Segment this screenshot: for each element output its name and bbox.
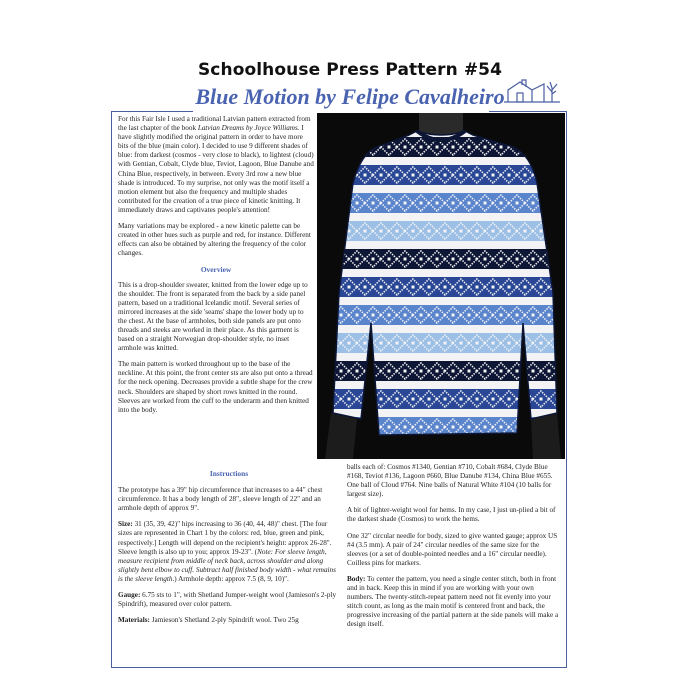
intro-paragraph-2: Many variations may be explored - a new kinetic palette can be created in other hues such as purple and red, for instance. Different effects can also be obtained by altering the frequency of the color changes.: [118, 222, 311, 258]
materials-paragraph: Materials: Jamieson's Shetland 2-ply Spindrift wool. Two 25g: [118, 616, 299, 625]
pattern-title: Schoolhouse Press Pattern #54: [197, 60, 503, 80]
yarn-list-paragraph: balls each of: Cosmos #1340, Gentian #710, Cobalt #684, Clyde Blue #168, Teviot #136, Lagoon #660, Blue Danube #134, China Blue #655. One ball of Cloud #764. Nine balls of Natural White #104 (10 balls for largest size).: [347, 463, 553, 499]
overview-heading: Overview: [200, 265, 232, 275]
overview-paragraph-1: This is a drop-shoulder sweater, knitted from the lower edge up to the shoulder. The front is separated from the back by a side panel pattern, based on a traditional Icelandic motif. Several series of mirrored increases at the side 'seams' shape the lower body up to the chest. At the base of armholes, both side panels are put onto threads and steeks are worked in their place. As this garment is based on a straight Norwegian drop-shoulder style, no inset armhole was knitted.: [118, 280, 308, 353]
pattern-subtitle: Blue Motion by Felipe Cavalheiro: [195, 84, 505, 109]
hem-wool-paragraph: A bit of lighter-weight wool for hems. In my case, I just un-plied a bit of the darkest shade (Cosmos) to work the hems.: [347, 506, 556, 524]
intro-paragraph-1: For this Fair Isle I used a traditional Latvian pattern extracted from the last chapter of the book Latvian Dreams by Joyce Williams. I have slightly modified the original pattern in order to have more bits of the blue (main color). I decided to use 9 different shades of blue: from darkest (cosmos - very close to black), to lightest (cloud) with Gentian, Cobalt, Clyde blue, Teviot, Lagoon, Blue Danube and China Blue, respectively, in between. Every 3rd row a new blue shade is introduced. To my surprise, not only was the motif itself a motion element but also the frequency and multiple shades contributed for the creation of a true piece of kinetic knitting. It immediately draws and captivates people's attention!: [118, 115, 314, 214]
instructions-column: [118, 469, 340, 632]
mannequin-arm-left-icon: [325, 413, 357, 459]
instructions-paragraph-1: The prototype has a 39" hip circumference that increases to a 44" chest circumference. It has a body length of 28", sleeve length of 22" and an armhole depth of approx 9".: [118, 486, 323, 513]
size-paragraph: Size: 31 (35, 39, 42)" hips increasing to 36 (40, 44, 48)" chest. [The four sizes are represented in Chart 1 by the colors: red, blue, green and pink, respectively.] Length will depend on the recipient's height: approx 26-28". Sleeve length is also up to you; approx 19-23". (Note: For sleeve length, measure recipient from middle of neck back, across shoulder and along slightly bent elbow to cuff. Subtract half finished body width - what remains is the sleeve length.) Armhole depth: approx 7.5 (8, 9, 10)".: [118, 520, 336, 583]
sweater-illustration: [317, 113, 565, 459]
sweater-photo: [317, 113, 565, 459]
gauge-paragraph: Gauge: 6.75 sts to 1", with Shetland Jumper-weight wool (Jamieson's 2-ply Spindrift), measured over color pattern.: [118, 591, 337, 609]
left-column: [118, 115, 314, 422]
body-paragraph: Body: To center the pattern, you need a single center stitch, both in front and in back. Keep this in mind if you are working with your own numbers. The twenty-stitch-repeat pattern need not fit evenly into your stitch count, as long as the main motif is centered front and back, the progressive increasing of the partial pattern at the side panels will make a design itself.: [347, 574, 559, 629]
instructions-heading: Instructions: [209, 469, 249, 478]
needles-paragraph: One 32" circular needle for body, sized to give wanted gauge; approx US #4 (3.5 mm). A pair of 24" circular needles of the same size for the sleeves (or a set of double-pointed needles and a 16" circular needle). Coilless pins for markers.: [347, 531, 558, 567]
schoolhouse-icon: [500, 72, 568, 106]
overview-paragraph-2: The main pattern is worked throughout up to the base of the neckline. At this point, the front center sts are also put onto a thread for the neck opening. Decreases provide a subtle shape for the crew neck. Shoulders are shaped by short rows knitted in the round. Sleeves are worked from the cuff to the underarm and then knitted into the body.: [118, 360, 313, 414]
right-column: [347, 463, 561, 637]
mannequin-arm-right-icon: [531, 413, 561, 459]
